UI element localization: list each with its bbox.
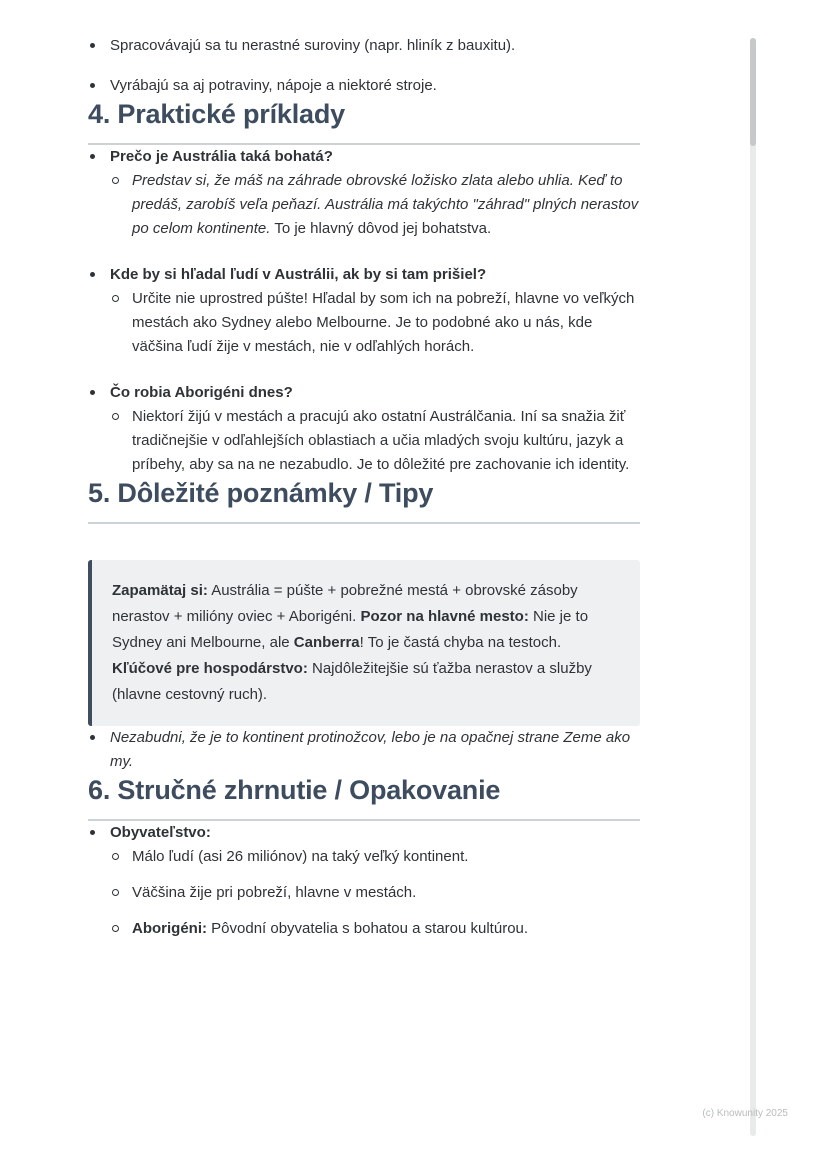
qa-question: Kde by si hľadal ľudí v Austrálii, ak by si tam prišiel? [110,266,487,283]
sub-bullet-icon [110,405,132,477]
qa-item-body [110,381,640,477]
summary-sub-text: Väčšina žije pri pobreží, hlavne v mestách. [132,884,417,901]
qa-answer-list [110,287,640,359]
summary-item [88,821,640,941]
qa-answer-italic: Predstav si, že máš na záhrade obrovské ložisko zlata alebo uhlia. Keď to predáš, zarobíš veľa peňazí. Austrália má takýchto "záhrad" plných nerastov po celom kontinente. [132,172,639,237]
intro-list [88,34,640,98]
note-text: Nezabudni, že je to kontinent protinožcov, lebo je na opačnej strane Zeme ako my. [110,729,631,770]
qa-question: Čo robia Aborigéni dnes? [110,384,293,401]
callout-bold: Kľúčové pre hospodárstvo: [112,660,308,677]
summary-sub-bold: Aborigéni: [132,920,207,937]
qa-answer-text [132,169,640,241]
summary-sub-rest: Pôvodní obyvatelia s bohatou a starou kultúrou. [207,920,529,937]
qa-item-body [110,145,640,241]
watermark: (c) Knowunity 2025 [702,1108,788,1119]
section-heading-4: 4. Praktické príklady [88,99,345,129]
qa-list [88,145,640,477]
sub-bullet-icon [110,169,132,241]
bullet-icon [88,145,110,241]
bullet-icon [88,821,110,941]
bullet-icon [88,381,110,477]
summary-sub-text: Málo ľudí (asi 26 miliónov) na taký veľký kontinent. [132,848,469,865]
note-item [88,726,640,774]
qa-answer-rest: To je hlavný dôvod jej bohatstva. [270,220,492,237]
section-heading-6: 6. Stručné zhrnutie / Opakovanie [88,775,501,805]
bullet-icon [88,74,110,98]
callout-bold: Canberra [293,634,360,651]
scrollbar-track[interactable] [750,38,756,1136]
callout-box [88,560,640,726]
bullet-icon [88,34,110,58]
qa-item [88,263,640,359]
scrollbar-thumb[interactable] [750,38,756,146]
summary-list [88,821,640,941]
sub-bullet-icon [110,917,132,941]
qa-answer-list [110,169,640,241]
summary-item-body [110,821,640,941]
qa-answer-text: Niektorí žijú v mestách a pracujú ako ostatní Austrálčania. Iní sa snažia žiť tradičnejšie v odľahlejších oblastiach a učia mladých svoju kultúru, jazyk a príbehy, aby sa na ne nezabudlo. Je to dôležité pre zachovanie ich identity. [132,408,630,473]
qa-question: Prečo je Austrália taká bohatá? [110,148,333,165]
qa-item [88,145,640,241]
sub-bullet-icon [110,845,132,869]
qa-item-body [110,263,640,359]
list-item [88,34,640,58]
bullet-icon [88,263,110,359]
callout-text: Austrália = púšte + pobrežné mestá + obrovské zásoby nerastov + milióny oviec + Aborigéni. [112,582,578,625]
note-list [88,726,640,774]
callout-bold: Zapamätaj si: [112,582,208,599]
qa-answer-text: Určite nie uprostred púšte! Hľadal by som ich na pobreží, hlavne vo veľkých mestách ako Sydney alebo Melbourne. Je to podobné ako u nás, kde väčšina ľudí žije v mestách, nie v odľahlých horách. [132,290,635,355]
summary-sub-text [132,917,640,941]
callout-text: Nie je to Sydney ani Melbourne, ale [112,608,589,651]
callout-text: Najdôležitejšie sú ťažba nerastov a služby (hlavne cestovný ruch). [112,660,592,703]
callout-text: ! To je častá chyba na testoch. [359,634,562,651]
qa-answer-list [110,405,640,477]
callout-bold: Pozor na hlavné mesto: [360,608,529,625]
list-item-text: Spracovávajú sa tu nerastné suroviny (napr. hliník z bauxitu). [110,37,516,54]
summary-heading: Obyvateľstvo: [110,824,211,841]
qa-item [88,381,640,477]
qa-answer-item [110,287,640,359]
bullet-icon [88,726,110,774]
qa-answer-item [110,405,640,477]
section-heading-5: 5. Dôležité poznámky / Tipy [88,478,434,508]
summary-sub-item [110,881,640,905]
heading-divider [88,522,640,524]
summary-sub-list [110,845,640,941]
summary-sub-item [110,845,640,869]
sub-bullet-icon [110,287,132,359]
sub-bullet-icon [110,881,132,905]
list-item-text: Vyrábajú sa aj potraviny, nápoje a niektoré stroje. [110,77,437,94]
qa-answer-item [110,169,640,241]
summary-sub-item [110,917,640,941]
document-content [88,34,640,941]
list-item [88,74,640,98]
